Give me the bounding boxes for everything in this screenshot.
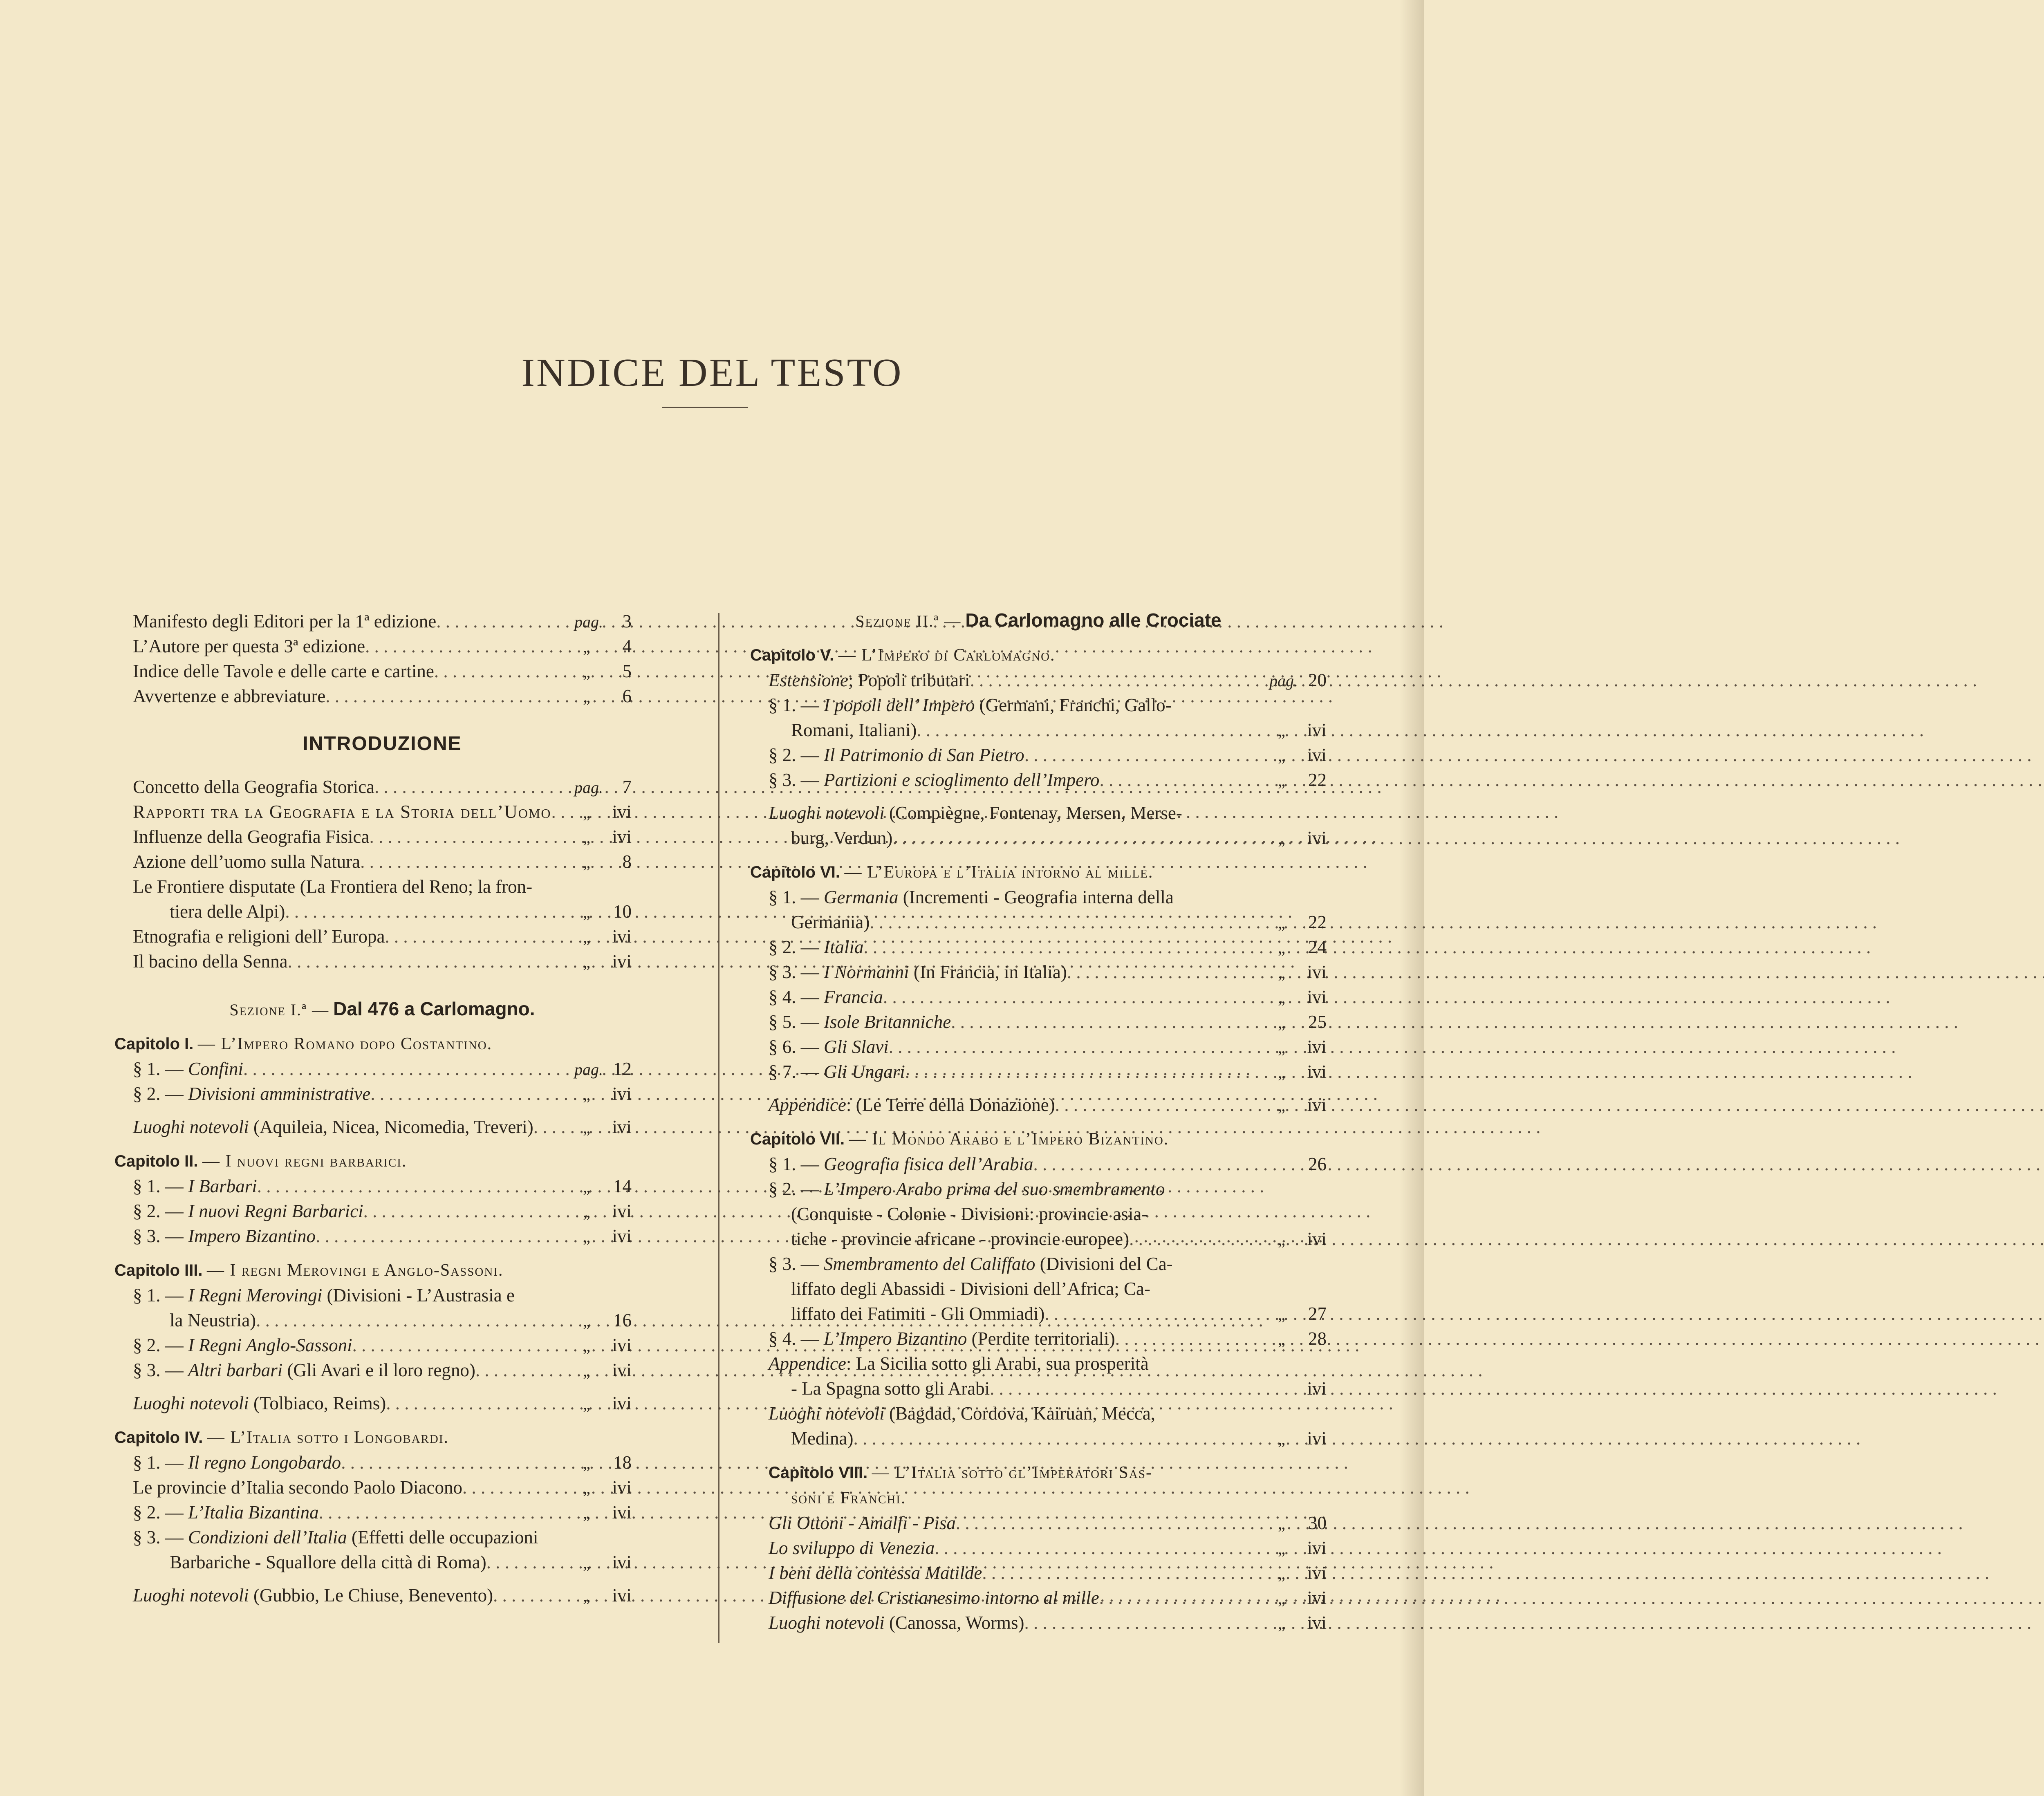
toc-row[interactable]: § 1. — Geografia fisica dell’Arabia . . . 26 xyxy=(750,1152,1327,1177)
toc-row[interactable]: § 4. — Francia . . . „ ivi xyxy=(750,985,1327,1010)
toc-row[interactable]: § 1. — I Barbari . . . „ 14 xyxy=(133,1174,632,1199)
toc-row[interactable]: Influenze della Geografia Fisica . . . „ ivi xyxy=(133,824,632,849)
toc-row[interactable]: § 3. — Condizioni dell’Italia (Effetti delle occupazioni xyxy=(133,1527,538,1547)
toc-row[interactable]: § 5. — Isole Britanniche . . . „ 25 xyxy=(750,1010,1327,1035)
capitolo-heading: Capitolo V. — L’Impero di Carlomagno. xyxy=(750,646,1056,665)
toc-row[interactable]: § 1. — Germania (Incrementi - Geografia interna della xyxy=(769,887,1174,907)
left-column xyxy=(114,609,632,1608)
toc-row[interactable]: Appendice: (Le Terre della Donazione) . . . „ ivi xyxy=(750,1093,1327,1117)
toc-row-continuation[interactable]: Medina) . . . „ ivi xyxy=(750,1426,1327,1451)
toc-row[interactable]: Luoghi notevoli (Canossa, Worms) . . . „ ivi xyxy=(750,1610,1327,1635)
toc-row[interactable]: L’Autore per questa 3ª edizione . . . „ 4 xyxy=(133,634,632,659)
toc-row[interactable]: Luoghi notevoli (Compiègne, Fontenay, Mersen, Merse- xyxy=(769,803,1182,823)
toc-row-continuation[interactable]: - La Spagna sotto gli Arabi . . . ivi xyxy=(750,1376,1327,1401)
toc-row[interactable]: § 2. — I Regni Anglo-Sassoni . . . „ ivi xyxy=(133,1333,632,1358)
toc-row-continuation[interactable]: Barbariche - Squallore della città di Roma) . . . „ ivi xyxy=(133,1550,632,1575)
toc-row[interactable]: § 2. — Divisioni amministrative . . . „ ivi xyxy=(133,1082,632,1106)
toc-row[interactable]: § 3. — Altri barbari (Gli Avari e il loro regno) . . . „ ivi xyxy=(133,1358,632,1383)
toc-row[interactable]: Gli Ottoni - Amalfi - Pisa . . . „ 30 xyxy=(750,1511,1327,1536)
capitolo-heading: Capitolo I. — L’Impero Romano dopo Costantino. xyxy=(114,1035,493,1053)
toc-row[interactable]: § 4. — L’Impero Bizantino (Perdite territoriali) . . . „ 28 xyxy=(750,1326,1327,1351)
toc-row-continuation[interactable]: tiche - provincie africane - provincie europee) . . . „ ivi xyxy=(750,1227,1327,1252)
toc-row[interactable]: § 2. — L’Impero Arabo prima del suo smembramento xyxy=(769,1179,1165,1199)
capitolo-heading: Capitolo VII. — Il Mondo Arabo e l’Impero Bizantino. xyxy=(750,1130,1169,1149)
toc-row[interactable]: § 1. — Il regno Longobardo . . . „ 18 xyxy=(133,1450,632,1475)
toc-row[interactable]: Manifesto degli Editori per la 1ª edizione . . . pag. 3 xyxy=(133,609,632,634)
toc-row[interactable]: § 3. — Partizioni e scioglimento dell’Impero . . . „ 22 xyxy=(750,768,1327,793)
toc-row[interactable]: § 3. — Impero Bizantino . . . „ ivi xyxy=(133,1224,632,1249)
toc-row[interactable]: § 2. — Il Patrimonio di San Pietro . . . „ ivi xyxy=(750,743,1327,768)
toc-row[interactable]: Luoghi notevoli (Aquileia, Nicea, Nicomedia, Treveri) . . . „ ivi xyxy=(133,1115,632,1140)
capitolo-heading: Capitolo II. — I nuovi regni barbarici. xyxy=(114,1152,407,1171)
toc-row[interactable]: Il bacino della Senna . . . „ ivi xyxy=(133,949,632,974)
toc-row-continuation[interactable]: (Conquiste - Colonie - Divisioni: provincie asia- xyxy=(791,1204,1148,1224)
toc-row[interactable]: Etnografia e religioni dell’ Europa . . . „ ivi xyxy=(133,924,632,949)
toc-row[interactable]: § 2. — L’Italia Bizantina . . . „ ivi xyxy=(133,1500,632,1525)
toc-row[interactable]: Rapporti tra la Geografia e la Storia dell’Uomo . . . „ ivi xyxy=(133,799,632,824)
capitolo-heading: Capitolo IV. — L’Italia sotto i Longobardi. xyxy=(114,1428,449,1447)
toc-row-continuation[interactable]: liffato degli Abassidi - Divisioni dell’Africa; Ca- xyxy=(791,1279,1150,1299)
sezione-2-heading: Sezione II.ª — Da Carlomagno alle Crociate xyxy=(855,609,1221,631)
capitolo-heading: Capitolo III. — I regni Merovingi e Anglo-Sassoni. xyxy=(114,1261,504,1280)
toc-row[interactable]: Le Frontiere disputate (La Frontiera del Reno; la fron- xyxy=(133,876,533,897)
title-rule xyxy=(662,407,748,408)
toc-row[interactable]: § 3. — I Normanni (In Francia, in Italia) . . . „ ivi xyxy=(750,960,1327,985)
toc-row[interactable]: § 6. — Gli Slavi . . . „ ivi xyxy=(750,1035,1327,1059)
toc-row[interactable]: § 1. — I Regni Merovingi (Divisioni - L’Austrasia e xyxy=(133,1285,515,1306)
capitolo-heading-continuation: soni e Franchi. xyxy=(791,1489,906,1507)
toc-row[interactable]: § 1. — I popoli dell’ Impero (Germani, Franchi, Gallo- xyxy=(769,695,1172,715)
toc-row-continuation[interactable]: Germania) . . . „ 22 xyxy=(750,910,1327,935)
capitolo-heading: Capitolo VIII. — L’Italia sotto gl’Imperatori Sas- xyxy=(769,1463,1152,1482)
right-column xyxy=(750,609,1327,1635)
toc-row[interactable]: § 7. — Gli Ungari . . . „ ivi xyxy=(750,1059,1327,1084)
toc-row[interactable]: § 2. — I nuovi Regni Barbarici . . . „ ivi xyxy=(133,1199,632,1224)
toc-row-continuation[interactable]: tiera delle Alpi) . . . „ 10 xyxy=(133,899,632,924)
toc-row-continuation[interactable]: burg, Verdun) . . . „ ivi xyxy=(750,826,1327,851)
capitolo-heading: Capitolo VI. — L’Europa e l’Italia intorno al mille. xyxy=(750,863,1154,882)
toc-row[interactable]: Appendice: La Sicilia sotto gli Arabi, sua prosperità xyxy=(769,1353,1149,1374)
page-title: INDICE DEL TESTO xyxy=(521,350,903,395)
toc-row[interactable]: Luoghi notevoli (Gubbio, Le Chiuse, Benevento) . . . „ ivi xyxy=(133,1583,632,1608)
toc-row[interactable]: Concetto della Geografia Storica . . . pag. 7 xyxy=(133,775,632,799)
toc-row[interactable]: Luoghi notevoli (Bagdad, Cordova, Kairuan, Mecca, xyxy=(769,1403,1155,1424)
toc-row[interactable]: Estensione; Popoli tributari . . . pag. 20 xyxy=(750,668,1327,693)
toc-row[interactable]: I beni della contessa Matilde . . . „ ivi xyxy=(750,1561,1327,1585)
toc-row-continuation[interactable]: liffato dei Fatimiti - Gli Ommiadi) . . . „ 27 xyxy=(750,1301,1327,1326)
toc-row[interactable]: Le provincie d’Italia secondo Paolo Diacono . . . „ ivi xyxy=(133,1475,632,1500)
toc-row-continuation[interactable]: la Neustria) . . . „ 16 xyxy=(133,1308,632,1333)
toc-row[interactable]: Indice delle Tavole e delle carte e cartine . . . „ 5 xyxy=(133,659,632,684)
toc-row[interactable]: § 2. — Italia . . . „ 24 xyxy=(750,935,1327,960)
toc-row[interactable]: § 3. — Smembramento del Califfato (Divisioni del Ca- xyxy=(769,1254,1173,1274)
toc-row[interactable]: Lo sviluppo di Venezia . . . „ ivi xyxy=(750,1536,1327,1561)
toc-row[interactable]: Luoghi notevoli (Tolbiaco, Reims) . . . „ ivi xyxy=(133,1391,632,1416)
toc-row-continuation[interactable]: Romani, Italiani) . . . „ ivi xyxy=(750,718,1327,743)
toc-row[interactable]: Avvertenze e abbreviature . . . „ 6 xyxy=(133,684,632,709)
toc-row[interactable]: Diffusione del Cristianesimo intorno al mille . . . „ ivi xyxy=(750,1585,1327,1610)
toc-row[interactable]: Azione dell’uomo sulla Natura . . . „ 8 xyxy=(133,849,632,874)
introduzione-heading: INTRODUZIONE xyxy=(303,733,462,755)
sezione-1-heading: Sezione I.ª — Dal 476 a Carlomagno. xyxy=(229,998,535,1019)
toc-row[interactable]: § 1. — Confini . . . pag. 12 xyxy=(133,1057,632,1082)
